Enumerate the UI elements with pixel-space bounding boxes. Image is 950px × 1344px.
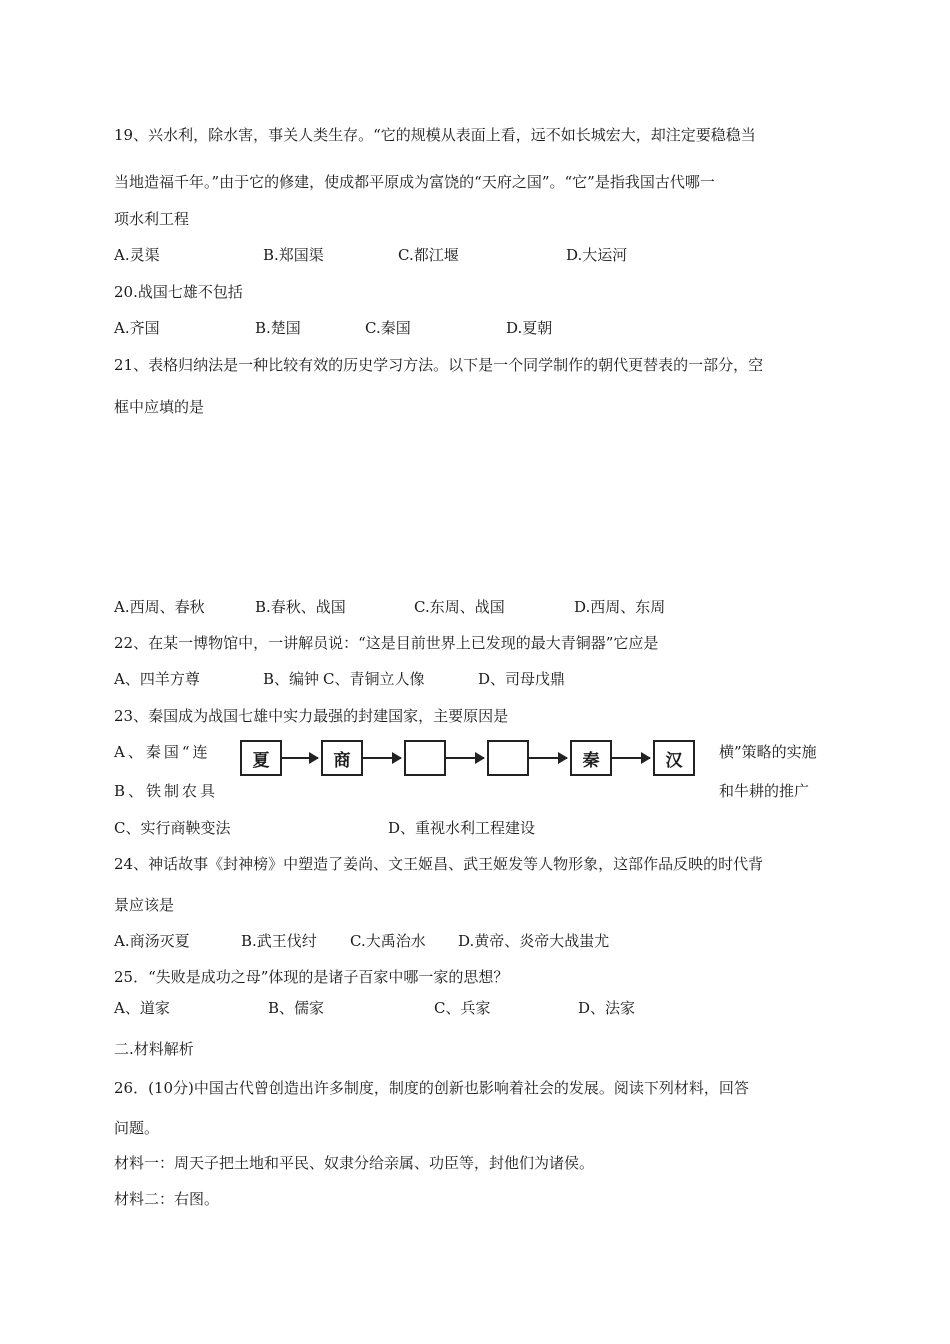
q21-option-a: A.西周、春秋 [114, 598, 205, 616]
q20-option-c: C.秦国 [365, 319, 411, 337]
arrow-5 [612, 757, 650, 759]
q26-stem-line1: 26．(10分)中国古代曾创造出许多制度，制度的创新也影响着社会的发展。阅读下列材料，回答 [114, 1079, 749, 1097]
q19-option-b: B.郑国渠 [263, 246, 324, 264]
q24-stem-line1: 24、神话故事《封神榜》中塑造了姜尚、文王姬昌、武王姬发等人物形象，这部作品反映的时代背 [114, 855, 764, 873]
q22-stem: 22、在某一博物馆中，一讲解员说：“这是目前世界上已发现的最大青铜器”它应是 [114, 634, 659, 652]
arrow-3 [446, 757, 484, 759]
dynasty-box-qin: 秦 [570, 740, 612, 776]
q26-material-1: 材料一：周天子把土地和平民、奴隶分给亲属、功臣等，封他们为诸侯。 [114, 1154, 595, 1172]
q23-option-c: C、实行商鞅变法 [114, 819, 231, 837]
arrow-1 [282, 757, 318, 759]
q21-stem-line2: 框中应填的是 [114, 398, 205, 416]
q20-stem: 20.战国七雄不包括 [114, 283, 243, 301]
dynasty-flowchart [238, 738, 708, 782]
q22-option-b: B、编钟 [263, 670, 320, 688]
q20-option-b: B.楚国 [255, 319, 301, 337]
q21-option-b: B.春秋、战国 [255, 598, 346, 616]
q25-option-d: D、法家 [578, 999, 636, 1017]
q19-option-a: A.灵渠 [114, 246, 160, 264]
q24-option-d: D.黄帝、炎帝大战蚩尤 [458, 932, 610, 950]
q21-stem-line1: 21、表格归纳法是一种比较有效的历史学习方法。以下是一个同学制作的朝代更替表的一部分，空 [114, 356, 764, 374]
q21-option-d: D.西周、东周 [574, 598, 666, 616]
dynasty-box-shang: 商 [321, 740, 363, 776]
q22-option-c: C、青铜立人像 [323, 670, 425, 688]
dynasty-box-blank-1 [404, 740, 446, 776]
arrow-2 [363, 757, 401, 759]
q25-option-c: C、兵家 [434, 999, 491, 1017]
q21-option-c: C.东周、战国 [414, 598, 505, 616]
q19-option-c: C.都江堰 [398, 246, 459, 264]
q24-option-a: A.商汤灭夏 [114, 932, 190, 950]
q23-option-d: D、重视水利工程建设 [388, 819, 536, 837]
q19-stem-line1: 19、兴水利，除水害，事关人类生存。“它的规模从表面上看，远不如长城宏大，却注定要稳稳当 [114, 126, 756, 144]
dynasty-box-han: 汉 [653, 740, 695, 776]
q23-stem: 23、秦国成为战国七雄中实力最强的封建国家，主要原因是 [114, 707, 509, 725]
dynasty-box-xia: 夏 [240, 740, 282, 776]
q25-option-a: A、道家 [114, 999, 170, 1017]
q22-option-a: A、四羊方尊 [114, 670, 200, 688]
section-2-title: 二.材料解析 [114, 1040, 194, 1058]
q25-stem: 25．“失败是成功之母”体现的是诸子百家中哪一家的思想？ [114, 968, 509, 986]
arrow-4 [529, 757, 567, 759]
q25-option-b: B、儒家 [268, 999, 325, 1017]
q26-stem-line2: 问题。 [114, 1119, 160, 1137]
q19-stem-line3: 项水利工程 [114, 210, 190, 228]
dynasty-box-blank-2 [487, 740, 529, 776]
q23-option-a-right: 横”策略的实施 [719, 743, 817, 761]
q23-option-a-left: A、秦国“连 [114, 743, 211, 761]
q24-option-b: B.武王伐纣 [241, 932, 317, 950]
q24-option-c: C.大禹治水 [350, 932, 426, 950]
q20-option-d: D.夏朝 [506, 319, 553, 337]
q19-option-d: D.大运河 [566, 246, 628, 264]
q23-option-b-left: B、铁制农具 [114, 782, 219, 800]
q22-option-d: D、司母戊鼎 [478, 670, 566, 688]
q23-option-b-right: 和牛耕的推广 [719, 782, 810, 800]
q20-option-a: A.齐国 [114, 319, 160, 337]
q26-material-2: 材料二：右图。 [114, 1190, 220, 1208]
q24-stem-line2: 景应该是 [114, 896, 175, 914]
q19-stem-line2: 当地造福千年。”由于它的修建，使成都平原成为富饶的“天府之国”。“它”是指我国古代哪一 [114, 173, 715, 191]
